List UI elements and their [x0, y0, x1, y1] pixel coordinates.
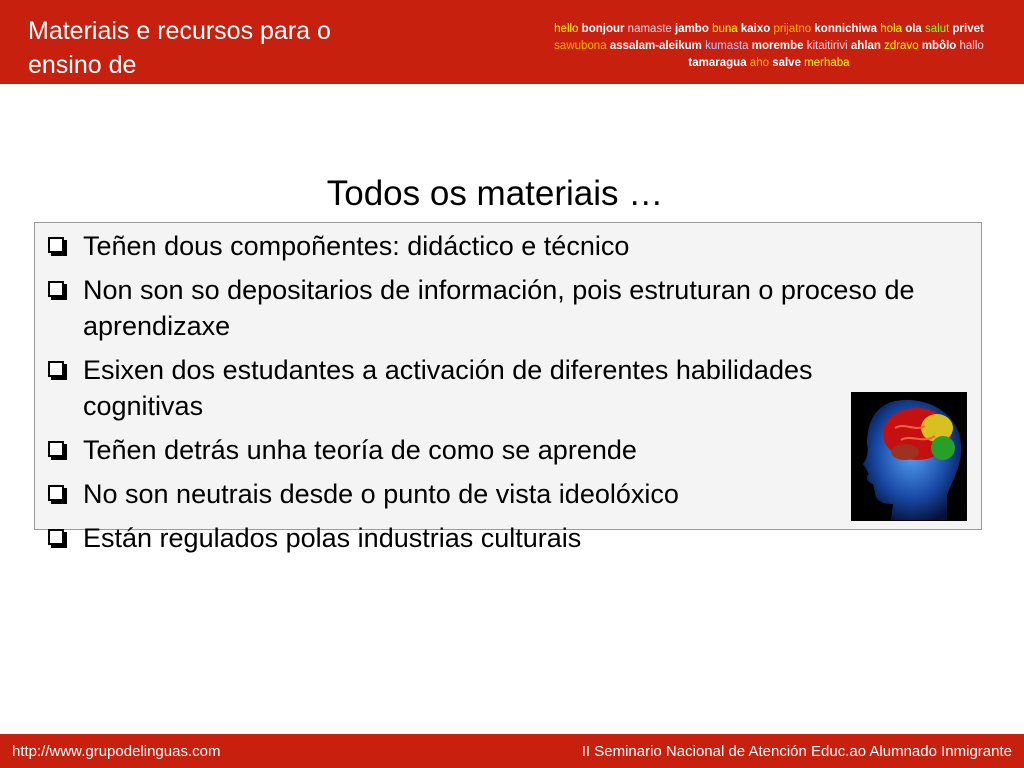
greeting-word: namaste: [627, 23, 672, 35]
bullet-text: Esixen dos estudantes a activación de diferentes habilidades cognitivas: [83, 355, 813, 421]
greeting-word: hello: [554, 23, 579, 35]
footer-bar: [0, 734, 1024, 768]
greeting-word: aho: [749, 57, 769, 69]
greeting-word: ola: [905, 23, 922, 35]
greeting-word: mbôlo: [921, 40, 957, 52]
bullet-list: [46, 228, 976, 564]
bullet-item: [46, 476, 976, 512]
slide-title: Todos os materiais …: [326, 174, 664, 213]
greeting-word: kitaitirivi: [806, 40, 848, 52]
bullet-item: [46, 432, 976, 468]
greeting-word: prijatno: [773, 23, 812, 35]
greetings-cloud: [540, 21, 998, 72]
greeting-word: sawubona: [554, 40, 607, 52]
bullet-text: Están regulados polas industrias culturais: [83, 523, 582, 553]
greeting-word: salve: [772, 57, 801, 69]
header-title: Materiais e recursos para o ensino de: [28, 17, 331, 79]
greeting-word: privet: [952, 23, 984, 35]
footer-url-link[interactable]: http://www.grupodelinguas.com: [12, 743, 221, 760]
header-bar: [0, 0, 1024, 84]
bullet-item: [46, 520, 976, 556]
greeting-word: merhaba: [804, 57, 850, 69]
checkbox-bullet-icon: [48, 237, 64, 253]
bullet-item: [46, 228, 976, 264]
bullet-text: Teñen detrás unha teoría de como se aprende: [83, 435, 637, 465]
bullet-text: Non son so depositarios de información, pois estruturan o proceso de aprendizaxe: [83, 275, 915, 341]
greeting-word: zdravo: [884, 40, 919, 52]
greeting-word: bonjour: [581, 23, 625, 35]
bullet-item: [46, 272, 976, 344]
greeting-word: kumasta: [705, 40, 749, 52]
greeting-word: salut: [925, 23, 950, 35]
checkbox-bullet-icon: [48, 441, 64, 457]
checkbox-bullet-icon: [48, 281, 64, 297]
bullet-text: Teñen dous compoñentes: didáctico e técnico: [83, 231, 630, 261]
checkbox-bullet-icon: [48, 529, 64, 545]
greeting-word: ahlan: [850, 40, 881, 52]
greeting-word: buna: [712, 23, 738, 35]
greeting-word: morembe: [751, 40, 804, 52]
greeting-word: kaixo: [740, 23, 771, 35]
greeting-word: tamaragua: [688, 57, 747, 69]
checkbox-bullet-icon: [48, 485, 64, 501]
brain-head-image: [851, 392, 967, 521]
greeting-word: konnichiwa: [814, 23, 878, 35]
greeting-word: assalam-aleikum: [609, 40, 702, 52]
footer-event-title: II Seminario Nacional de Atención Educ.ao Alumnado Inmigrante: [581, 743, 1012, 760]
greeting-word: hola: [880, 23, 902, 35]
checkbox-bullet-icon: [48, 361, 64, 377]
greeting-word: hallo: [959, 40, 984, 52]
bullet-text: No son neutrais desde o punto de vista ideolóxico: [83, 479, 679, 509]
greeting-word: jambo: [674, 23, 709, 35]
bullet-item: [46, 352, 976, 424]
